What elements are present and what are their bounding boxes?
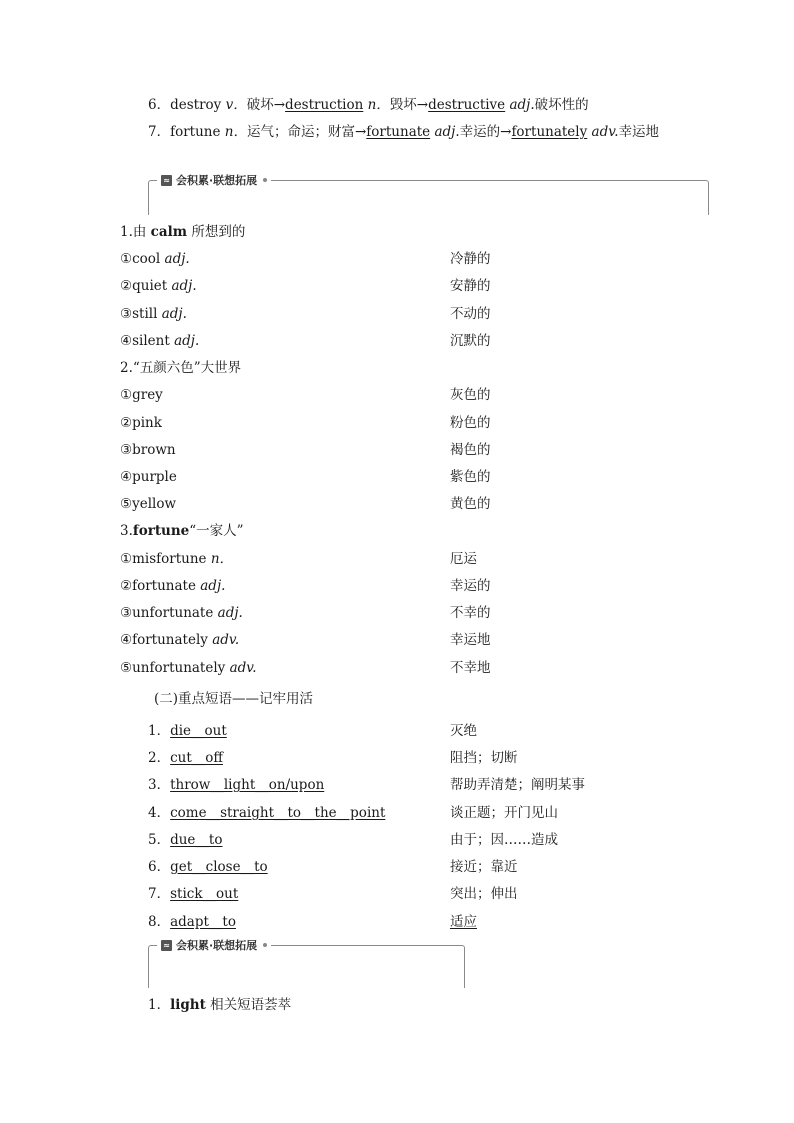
list-item-meaning: 褐色的 [450, 442, 491, 458]
phrase-row: 3．throw__light__on/upon [148, 777, 325, 793]
list-item: ②quiet adj. [120, 278, 197, 294]
phrase-meaning: 接近；靠近 [450, 859, 518, 875]
list-item-meaning: 幸运的 [450, 578, 491, 594]
list-item: ⑤unfortunately adv. [120, 660, 257, 676]
section-box-label: ≈ 会积累·联想拓展 [157, 172, 271, 188]
section-box-accumulate-2 [148, 939, 465, 988]
heading-light-phrases: 1．light 相关短语荟萃 [148, 997, 292, 1013]
list-item: ⑤yellow [120, 496, 177, 512]
word-line-fortune: 7．fortune n．运气；命运；财富→fortunate adj.幸运的→fortunately adv.幸运地 [148, 124, 660, 140]
phrase-meaning: 突出；伸出 [450, 886, 518, 902]
list-item-meaning: 灰色的 [450, 387, 491, 403]
heading-colors: 2.“五颜六色”大世界 [120, 360, 242, 376]
list-item: ①cool adj. [120, 251, 190, 267]
list-item: ④fortunately adv. [120, 632, 240, 648]
list-item: ③still adj. [120, 306, 187, 322]
double-chevron-icon: ≈ [161, 175, 172, 186]
list-item-meaning: 不幸的 [450, 605, 491, 621]
list-item-meaning: 冷静的 [450, 251, 491, 267]
list-item-meaning: 幸运地 [450, 632, 491, 648]
list-item: ②pink [120, 415, 162, 431]
list-item-meaning: 沉默的 [450, 333, 491, 349]
heading-calm: 1.由 calm 所想到的 [120, 224, 246, 240]
double-chevron-icon: ≈ [161, 940, 172, 951]
phrase-row: 5．due__to [148, 832, 223, 848]
list-item: ④purple [120, 469, 177, 485]
phrase-meaning: 谈正题；开门见山 [450, 805, 558, 821]
word-line-destroy: 6．destroy v．破坏→destruction n．毁坏→destructive adj.破坏性的 [148, 97, 589, 113]
list-item: ③unfortunate adj. [120, 605, 243, 621]
section-box-label: ≈ 会积累·联想拓展 [157, 937, 271, 953]
list-item-meaning: 不动的 [450, 306, 491, 322]
list-item-meaning: 厄运 [450, 551, 477, 567]
phrase-row: 7．stick__out [148, 886, 239, 902]
list-item: ④silent adj. [120, 333, 200, 349]
list-item-meaning: 不幸地 [450, 660, 491, 676]
phrase-meaning: 由于；因……造成 [450, 832, 558, 848]
list-item: ①misfortune n． [120, 551, 234, 567]
phrase-meaning: 适应 [450, 914, 477, 930]
heading-key-phrases: (二)重点短语——记牢用活 [154, 691, 314, 707]
list-item-meaning: 黄色的 [450, 496, 491, 512]
list-item-meaning: 安静的 [450, 278, 491, 294]
phrase-meaning: 阻挡；切断 [450, 750, 518, 766]
section-box-accumulate [148, 174, 709, 215]
phrase-row: 4．come__straight__to__the__point [148, 805, 386, 821]
list-item: ②fortunate adj. [120, 578, 226, 594]
dot-icon [263, 178, 267, 182]
phrase-row: 1．die__out [148, 723, 227, 739]
dot-icon [263, 943, 267, 947]
phrase-row: 8．adapt__to [148, 914, 236, 930]
list-item-meaning: 粉色的 [450, 415, 491, 431]
phrase-meaning: 帮助弄清楚；阐明某事 [450, 777, 585, 793]
phrase-row: 6．get__close__to [148, 859, 268, 875]
heading-fortune-family: 3.fortune“一家人” [120, 523, 244, 539]
phrase-meaning: 灭绝 [450, 723, 477, 739]
list-item: ③brown [120, 442, 176, 458]
phrase-row: 2．cut__off [148, 750, 223, 766]
list-item-meaning: 紫色的 [450, 469, 491, 485]
list-item: ①grey [120, 387, 163, 403]
